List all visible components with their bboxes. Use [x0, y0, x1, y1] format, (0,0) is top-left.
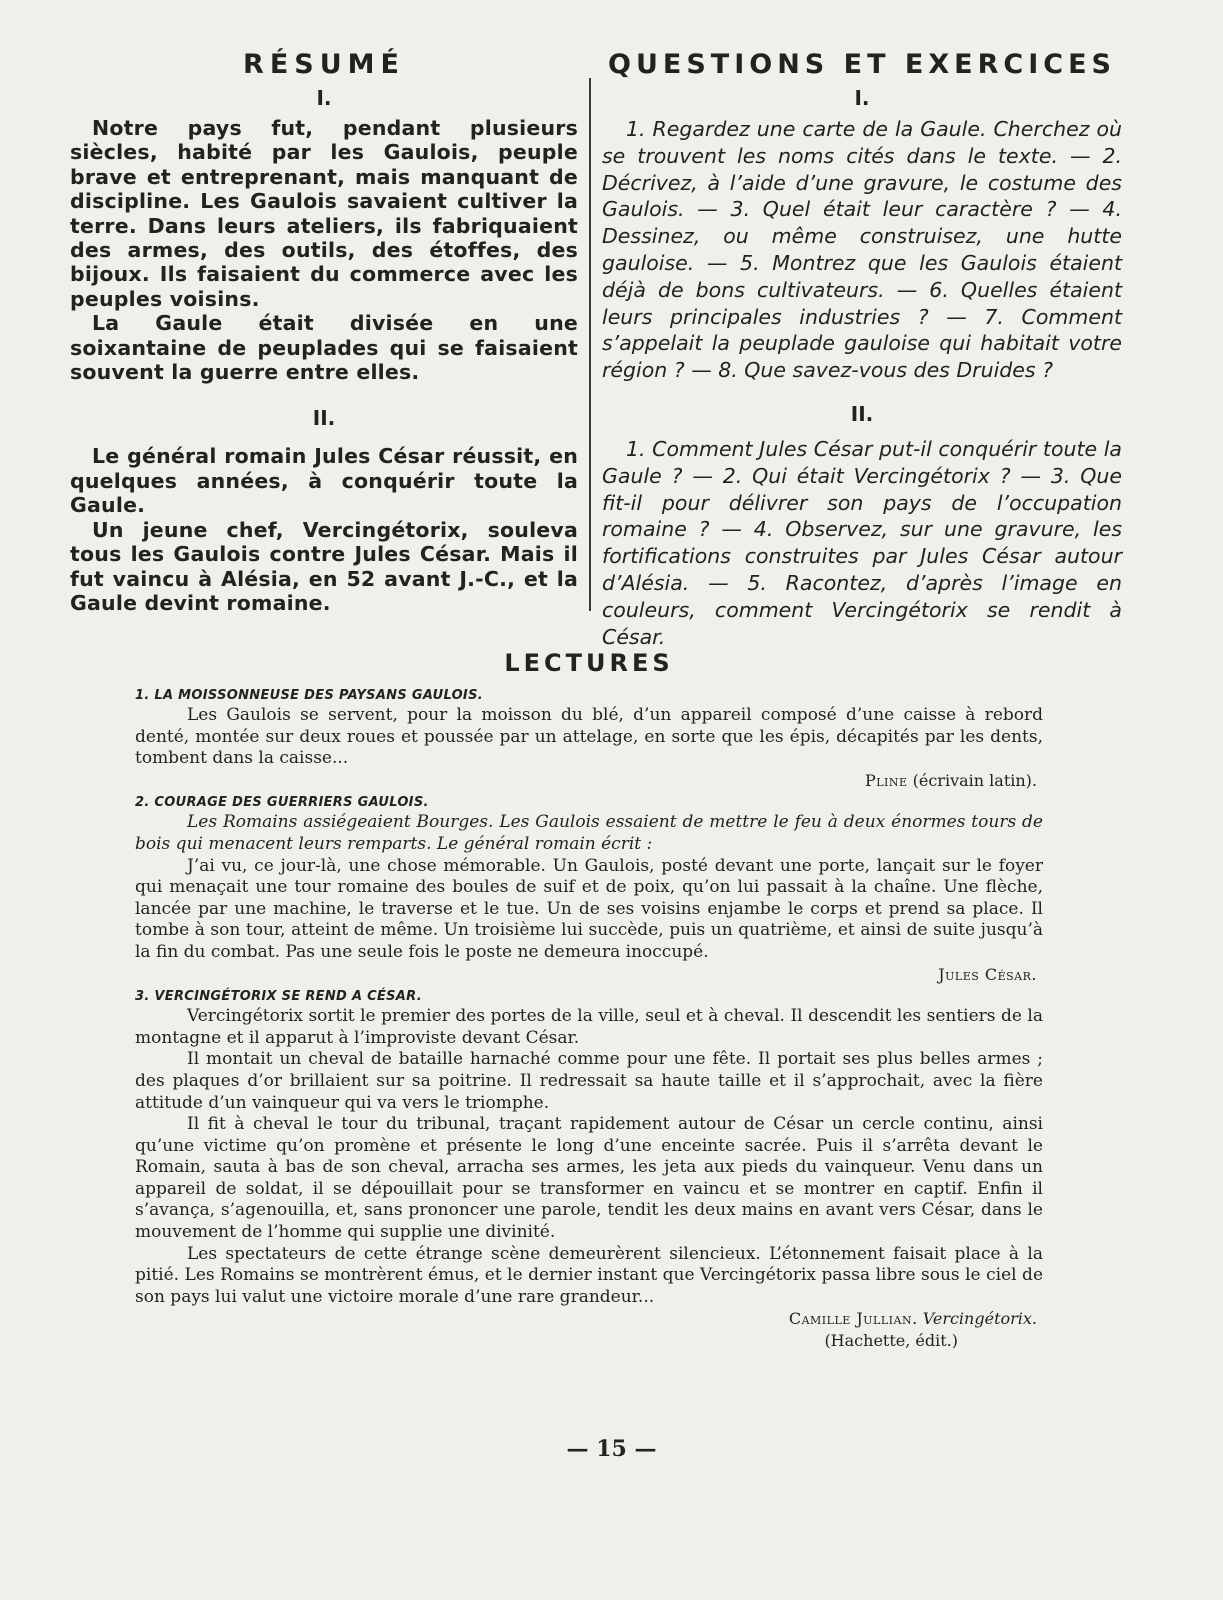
- lectures-section: [135, 646, 1043, 1352]
- resume-part2-label: II.: [312, 406, 336, 431]
- page-number: — 15 —: [566, 1436, 657, 1462]
- resume-part1-paragraph1: Notre pays fut, pendant plusieurs siècles, habité par les Gaulois, peuple brave et entreprenant, mais manquant de discipline. Les Gaulois savaient cultiver la terre. Dans leurs ateliers, ils fabriquaient des armes, des outils, des étoffes, des bijoux. Ils faisaient du commerce avec les peuples voisins.: [70, 116, 578, 311]
- lecture1-author: Pline: [864, 770, 908, 790]
- lecture2-author: Jules César.: [938, 964, 1037, 984]
- lecture3-author: Camille Jullian.: [788, 1309, 918, 1329]
- lecture1-attribution: [135, 770, 1043, 792]
- resume-title: RÉSUMÉ: [243, 49, 405, 80]
- questions-title: QUESTIONS ET EXERCICES: [608, 49, 1116, 80]
- lecture2-text: J’ai vu, ce jour-là, une chose mémorable. Un Gaulois, posté devant une porte, lançait sur le foyer qui menaçait une tour romaine des boules de suif et de poix, qu’on lui passait à la chaîne. Une flèche, lancée par une machine, le traverse et le tue. Un de ses voisins enjambe le corps et prend sa place. Il tombe à son tour, atteint de même. Un troisième lui succède, puis un quatrième, et ainsi de suite jusqu’à la fin du combat. Pas une seule fois le poste ne demeura inoccupé.: [135, 855, 1043, 962]
- lecture3-paragraph3: Il fit à cheval le tour du tribunal, traçant rapidement autour de César un cercle continu, ainsi qu’une victime qu’on promène et présente le long d’une enceinte sacrée. Puis il s’arrêta devant le Romain, sauta à bas de son cheval, arracha ses armes, les jeta aux pieds du vainqueur. Venu dans un appareil de soldat, il se dépouillait pour se transformer en vaincu et se montrer en captif. Enfin il s’avança, s’agenouilla, et, sans prononcer une parole, tendit les deux mains en avant vers César, dans le mouvement de l’homme qui supplie une divinité.: [135, 1114, 1043, 1243]
- resume-part1-paragraph2: La Gaule était divisée en une soixantaine de peuplades qui se faisaient souvent la guerre entre elles.: [70, 311, 578, 385]
- resume-part2-paragraph1: Le général romain Jules César réussit, en quelques années, à conquérir toute la Gaule.: [70, 444, 578, 518]
- lecture3-paragraph1: Vercingétorix sortit le premier des portes de la ville, seul et à cheval. Il descendit les sentiers de la montagne et il apparut à l’improviste devant César.: [135, 1006, 1043, 1048]
- lecture2-heading: 2. COURAGE DES GUERRIERS GAULOIS.: [135, 795, 429, 811]
- lecture3-work: Vercingétorix.: [922, 1309, 1037, 1329]
- questions-part1-label: I.: [854, 86, 870, 110]
- lecture3-publisher: (Hachette, édit.): [824, 1331, 958, 1351]
- column-divider: [589, 78, 591, 611]
- questions-part1-text: 1. Regardez une carte de la Gaule. Cherchez où se trouvent les noms cités dans le texte. — 2. Décrivez, à l’aide d’une gravure, le costume des Gaulois. — 3. Quel était leur caractère ? — 4. Dessinez, ou même construisez, une hutte gauloise. — 5. Montrez que les Gaulois étaient déjà de bons cultivateurs. — 6. Quelles étaient leurs principales industries ? — 7. Comment s’appelait la peuplade gauloise qui habitait votre région ? — 8. Que savez-vous des Druides ?: [602, 117, 1122, 383]
- lecture1-text: Les Gaulois se servent, pour la moisson du blé, d’un appareil composé d’une caisse à rebord denté, montée sur deux roues et poussée par un attelage, en sorte que les épis, décapités par les dents, tombent dans la caisse...: [135, 705, 1043, 769]
- resume-part1-label: I.: [316, 86, 332, 110]
- lecture3-heading: 3. VERCINGÉTORIX SE REND A CÉSAR.: [135, 989, 422, 1005]
- lecture1-heading: 1. LA MOISSONNEUSE DES PAYSANS GAULOIS.: [135, 688, 483, 703]
- lecture3-attribution: [135, 1308, 1043, 1330]
- questions-part2-text: 1. Comment Jules César put-il conquérir toute la Gaule ? — 2. Qui était Vercingétorix ? — 3. Que fit-il pour délivrer son pays de l’occupation romaine ? — 4. Observez, sur une gravure, les fortifications construites par Jules César autour d’Alésia. — 5. Racontez, d’après l’image en couleurs, comment Vercingétorix se rendit à César.: [602, 436, 1122, 649]
- lectures-title: LECTURES: [504, 649, 674, 677]
- lecture3-paragraph4: Les spectateurs de cette étrange scène demeurèrent silencieux. L’étonnement faisait place à la pitié. Les Romains se montrèrent émus, et le dernier instant que Vercingétorix passa libre sous le ciel de son pays lui valut une victoire morale d’une rare grandeur...: [135, 1243, 1043, 1307]
- questions-column: [602, 48, 1122, 650]
- lecture3-paragraph2: Il montait un cheval de bataille harnaché comme pour une fête. Il portait ses plus belles armes ; des plaques d’or brillaient sur sa poitrine. Il redressait sa haute taille et il s’approchait, avec la fière attitude d’un vainqueur qui va vers le triomphe.: [135, 1049, 1043, 1113]
- resume-column: [70, 48, 578, 615]
- questions-part2-label: II.: [850, 401, 874, 426]
- lecture1-author-note: (écrivain latin).: [907, 770, 1037, 790]
- resume-part2-paragraph2: Un jeune chef, Vercingétorix, souleva tous les Gaulois contre Jules César. Mais il fut vaincu à Alésia, en 52 avant J.-C., et la Gaule devint romaine.: [70, 517, 578, 615]
- lecture2-intro: Les Romains assiégeaient Bourges. Les Gaulois essaient de mettre le feu à deux énormes tours de bois qui menacent leurs remparts. Le général romain écrit :: [135, 812, 1043, 854]
